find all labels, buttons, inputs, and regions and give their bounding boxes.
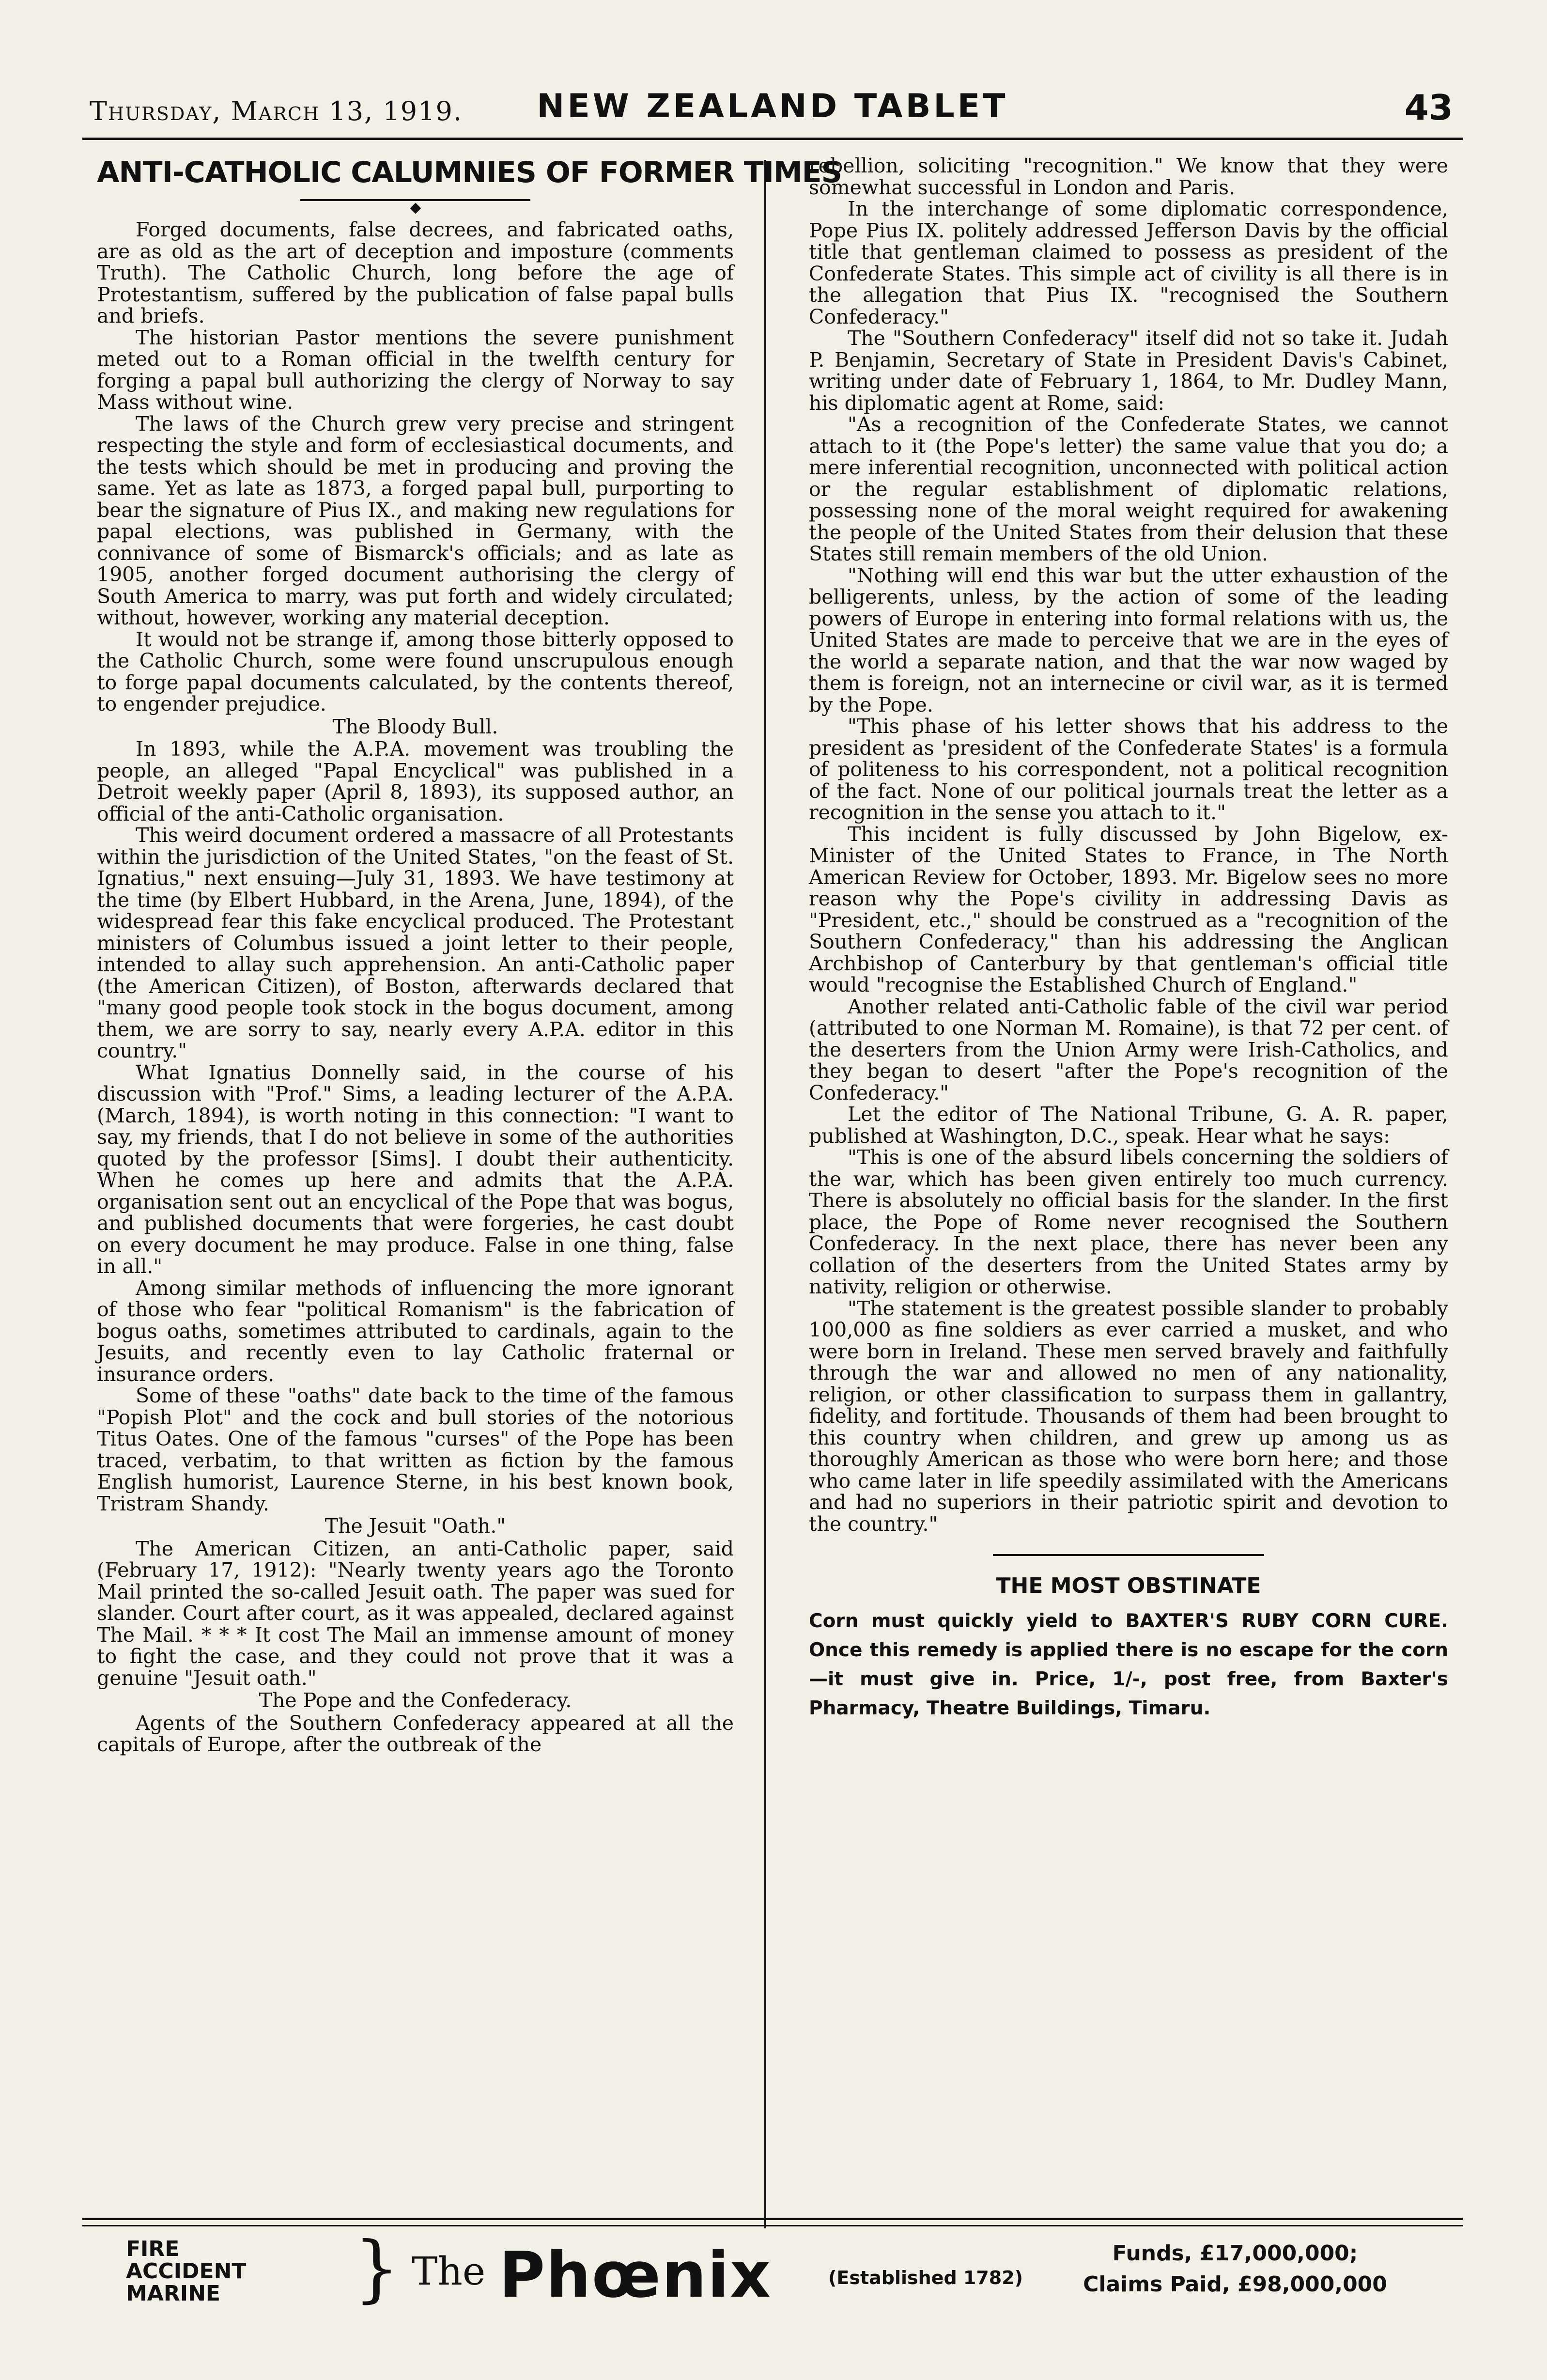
paragraph: rebellion, soliciting "recognition." We know that they were somewhat successful in London and Paris. bbox=[809, 154, 1448, 199]
paragraph: "Nothing will end this war but the utter exhaustion of the belligerents, unless, by the action of some of the leading powers of Europe in entering into formal relations with us, the United States are made to perceive that we are in the eyes of the world a separate nation, and that the war now waged by them is foreign, not an internecine or civil war, as it is termed by the Pope. bbox=[809, 563, 1448, 716]
section-rule bbox=[993, 1554, 1264, 1556]
paragraph: Agents of the Southern Confederacy appeared at all the capitals of Europe, after the outbreak of the bbox=[97, 1711, 734, 1756]
issue-date: Thursday, March 13, 1919. bbox=[90, 96, 463, 126]
company-name: Phœnix bbox=[499, 2238, 772, 2312]
footer-rule bbox=[82, 2218, 1463, 2235]
claims-figure: Claims Paid, £98,000,000 bbox=[1083, 2272, 1387, 2297]
funds-figure: Funds, £17,000,000; bbox=[1112, 2241, 1358, 2266]
paragraph: Among similar methods of influencing the more ignorant of those who fear "political Romanism" is the fabrication of bogus oaths, sometimes attributed to cardinals, again to the Jesuits, and recently even to lay Catholic fraternal or insurance orders. bbox=[97, 1276, 734, 1386]
right-column bbox=[809, 155, 1448, 2214]
column-rule bbox=[764, 160, 766, 2228]
insurance-type: FIRE bbox=[126, 2237, 180, 2261]
paragraph: What Ignatius Donnelly said, in the course of his discussion with "Prof." Sims, a leading lecturer of the A.P.A. (March, 1894), is worth noting in this connection: "I want to say, my friends, that I do not believe in some of the authorities quoted by the professor [Sims]. I doubt their authenticity. When he comes up here and admits that the A.P.A. organisation sent out an encyclical of the Pope that was bogus, and published documents that were forgeries, he cast doubt on every document he may produce. False in one thing, false in all." bbox=[97, 1060, 734, 1278]
paragraph: "This phase of his letter shows that his address to the president as 'president of the Confederate States' is a formula of politeness to his correspondent, not a political recognition of the fact. None of our political journals treat the letter as a recognition in the sense you attach to it." bbox=[809, 715, 1448, 824]
diamond-icon bbox=[410, 203, 421, 214]
subheading: The Jesuit "Oath." bbox=[325, 1514, 506, 1538]
subheading: The Bloody Bull. bbox=[332, 715, 498, 738]
paragraph: "The statement is the greatest possible slander to probably 100,000 as fine soldiers as ever carried a musket, and who were born in Ireland. These men served bravely and faithfully through the war and allowed no men of any nationality, religion, or other classification to surpass them in gallantry, fidelity, and fortitude. Thousands of them had been brought to this country when children, and grew up among us as thoroughly American as those who were born here; and those who came later in life speedily assimilated with the Americans and had no superiors in their patriotic spirit and devotion to the country." bbox=[809, 1296, 1448, 1536]
paragraph: It would not be strange if, among those bitterly opposed to the Catholic Church, some were found unscrupulous enough to forge papal documents calculated, by the contents thereof, to engender prejudice. bbox=[97, 627, 734, 716]
newspaper-title: NEW ZEALAND TABLET bbox=[537, 87, 1008, 125]
subheading: The Pope and the Confederacy. bbox=[259, 1689, 572, 1712]
phoenix-advert bbox=[82, 2226, 1463, 2312]
ornament-rule bbox=[300, 199, 530, 201]
insurance-type: ACCIDENT bbox=[126, 2259, 247, 2284]
paragraph: In 1893, while the A.P.A. movement was troubling the people, an alleged "Papal Encyclical" was published in a Detroit weekly paper (April 8, 1893), its supposed author, an official of the anti-Catholic organisation. bbox=[97, 737, 734, 825]
paragraph: The laws of the Church grew very precise and stringent respecting the style and form of ecclesiastical documents, and the tests which should be met in producing and proving the same. Yet as late as 1873, a forged papal bull, purporting to bear the signature of Pius IX., and making new regulations for papal elections, was published in Germany, with the connivance of some of Bismarck's officials; and as late as 1905, another forged document authorising the clergy of South America to marry, was put forth and widely circulated; without, however, working any material deception. bbox=[97, 412, 734, 629]
page-header bbox=[82, 87, 1463, 140]
paragraph: This incident is fully discussed by John Bigelow, ex-Minister of the United States to France, in The North American Review for October, 1893. Mr. Bigelow sees no more reason why the Pope's civility in addressing Davis as "President, etc.," should be construed as a "recognition of the Southern Confederacy," than his addressing the Anglican Archbishop of Canterbury by that gentleman's official title would "recognise the Established Church of England." bbox=[809, 822, 1448, 996]
established-date: (Established 1782) bbox=[828, 2267, 1023, 2288]
paragraph: In the interchange of some diplomatic correspondence, Pope Pius IX. politely addressed Jefferson Davis by the official title that gentleman claimed to possess as president of the Confederate States. This simple act of civility is all there is in the allegation that Pius IX. "recognised the Southern Confederacy." bbox=[809, 197, 1448, 328]
paragraph: This weird document ordered a massacre of all Protestants within the jurisdiction of the United States, "on the feast of St. Ignatius," next ensuing—July 31, 1893. We have testimony at the time (by Elbert Hubbard, in the Arena, June, 1894), of the widespread fear this fake encyclical produced. The Protestant ministers of Columbus issued a joint letter to their people, intended to allay such apprehension. An anti-Catholic paper (the American Citizen), of Boston, afterwards declared that "many good people took stock in the bogus document, among them, we are sorry to say, nearly every A.P.A. editor in this country." bbox=[97, 824, 734, 1062]
paragraph: Another related anti-Catholic fable of the civil war period (attributed to one Norman M. Romaine), is that 72 per cent. of the deserters from the Union Army were Irish-Catholics, and they began to desert "after the Pope's recognition of the Confederacy." bbox=[809, 995, 1448, 1104]
paragraph: Let the editor of The National Tribune, G. A. R. paper, published at Washington, D.C., speak. Hear what he says: bbox=[809, 1103, 1448, 1148]
insurance-type: MARINE bbox=[126, 2281, 220, 2306]
paragraph: Some of these "oaths" date back to the time of the famous "Popish Plot" and the cock and bull stories of the notorious Titus Oates. One of the famous "curses" of the Pope has been traced, verbatim, to that written as fiction by the famous English humorist, Laurence Sterne, in his best known book, Tristram Shandy. bbox=[97, 1384, 734, 1515]
header-rule bbox=[82, 138, 1463, 140]
advert-body: Corn must quickly yield to BAXTER'S RUBY CORN CURE. Once this remedy is applied there is no escape for the corn—it must give in. Price, 1/-, post free, from Baxter's Pharmacy, Theatre Buildings, Timaru. bbox=[809, 1610, 1448, 1719]
paragraph: The "Southern Confederacy" itself did not so take it. Judah P. Benjamin, Secretary of State in President Davis's Cabinet, writing under date of February 1, 1864, to Mr. Dudley Mann, his diplomatic agent at Rome, said: bbox=[809, 327, 1448, 415]
company-figures bbox=[1061, 2238, 1409, 2300]
advert-title: THE MOST OBSTINATE bbox=[996, 1573, 1261, 1598]
paragraph: "This is one of the absurd libels concerning the soldiers of the war, which has been given entirely too much currency. There is absolutely no official basis for the slander. In the first place, the Pope of Rome never recognised the Southern Confederacy. In the next place, there has never been any collation of the deserters from the United States army by nativity, religion or otherwise. bbox=[809, 1146, 1448, 1298]
insurance-types bbox=[126, 2238, 246, 2305]
company-article: The bbox=[412, 2249, 486, 2294]
left-column bbox=[97, 155, 842, 2214]
newspaper-page bbox=[82, 87, 1463, 2312]
article-title: ANTI-CATHOLIC CALUMNIES OF FORMER TIMES bbox=[97, 156, 842, 189]
paragraph: The historian Pastor mentions the severe punishment meted out to a Roman official in the twelfth century for forging a papal bull authorizing the clergy of Norway to say Mass without wine. bbox=[97, 326, 734, 414]
paragraph: The American Citizen, an anti-Catholic paper, said (February 17, 1912): "Nearly twenty years ago the Toronto Mail printed the so-called Jesuit oath. The paper was sued for slander. Court after court, as it was appealed, declared against The Mail. * * * It cost The Mail an immense amount of money to fight the case, and they could not prove that it was a genuine "Jesuit oath." bbox=[97, 1537, 734, 1690]
page-number: 43 bbox=[1404, 87, 1453, 128]
brace-icon: } bbox=[354, 2226, 400, 2311]
footer-rule-inner bbox=[82, 2225, 1463, 2226]
title-ornament bbox=[97, 193, 734, 207]
paragraph: Forged documents, false decrees, and fabricated oaths, are as old as the art of deception and imposture (comments Truth). The Catholic Church, long before the age of Protestantism, suffered by the publication of false papal bulls and briefs. bbox=[97, 218, 734, 327]
paragraph: "As a recognition of the Confederate States, we cannot attach to it (the Pope's letter) the same value that you do; a mere inferential recognition, unconnected with political action or the regular establishment of diplomatic relations, possessing none of the moral weight required for awakening the people of the United States from their delusion that these States still remain members of the old Union. bbox=[809, 413, 1448, 565]
